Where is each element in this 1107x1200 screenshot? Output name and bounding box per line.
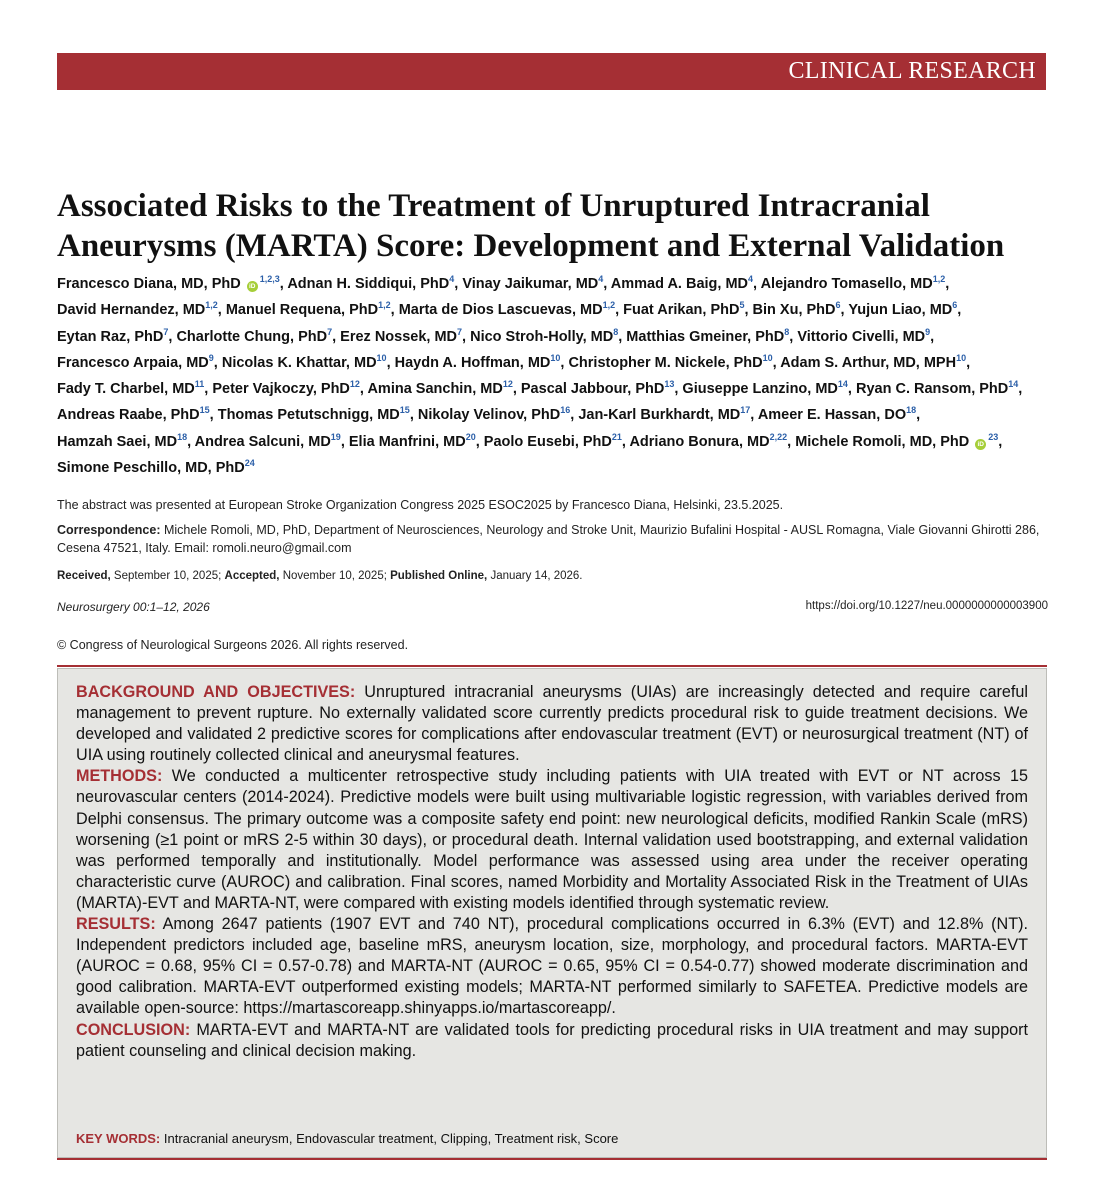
author: Erez Nossek, $MD^7$, xyxy=(340,326,467,345)
abstract-conclusion xyxy=(76,1020,1028,1062)
author-name: Marta de Dios Lascuevas, MD xyxy=(398,302,603,319)
affiliation-superscript: 18 xyxy=(906,405,917,416)
affiliation-superscript: 23 xyxy=(988,431,999,442)
author: Nikolay Velinov, PhD$^{16}$, xyxy=(417,405,575,424)
author: Matthias Gmeiner, PhD$^8$, xyxy=(626,326,794,345)
author-name: Bin Xu, PhD xyxy=(752,302,836,319)
author: Thomas Petutschnigg, MD$^{15}$, xyxy=(217,405,414,424)
author-name: Fuat Arikan, PhD xyxy=(623,302,740,319)
affiliation-superscript: 8 xyxy=(613,326,619,337)
conclusion-label: CONCLUSION: xyxy=(76,1020,191,1039)
abstract-background xyxy=(76,682,1028,766)
orcid-icon[interactable]: iD xyxy=(975,439,986,450)
affiliation-superscript: 1,2 xyxy=(602,300,616,311)
affiliation-superscript: 7 xyxy=(163,326,169,337)
correspondence-label: Correspondence: xyxy=(57,523,161,537)
author: Adriano Bonura, MD$^{2,22}$, xyxy=(629,431,792,450)
affiliation-superscript: 6 xyxy=(952,300,958,311)
affiliation-superscript: 7 xyxy=(457,326,463,337)
author-name: Christopher M. Nickele, PhD xyxy=(568,354,763,371)
accepted-label: Accepted, xyxy=(224,570,280,582)
author: Eytan Raz, PhD$^7$, xyxy=(57,326,173,345)
doi-link[interactable]: https://doi.org/10.1227/neu.0000000000003900 xyxy=(805,600,1048,612)
affiliation-superscript: 19 xyxy=(330,431,341,442)
affiliation-superscript: 21 xyxy=(611,431,622,442)
author: Francesco Diana, MD, PhD iD$^{1,2,3}$, xyxy=(57,274,284,292)
author-name: Simone Peschillo, MD, PhD xyxy=(57,460,245,477)
author: Elia Manfrini, MD$^{20}$, xyxy=(348,431,480,450)
affiliation-superscript: 14 xyxy=(837,379,848,390)
abstract-results xyxy=(76,914,1028,1019)
abstract xyxy=(76,682,1028,1062)
author: Pascal Jabbour, PhD$^{13}$, xyxy=(520,379,679,398)
affiliation-superscript: 2,22 xyxy=(769,431,788,442)
correspondence xyxy=(57,521,1042,557)
affiliation-superscript: 10 xyxy=(956,352,967,363)
author: Nicolas K. Khattar, MD$^{10}$, xyxy=(221,352,391,371)
affiliation-superscript: 12 xyxy=(502,379,513,390)
affiliation-superscript: 24 xyxy=(244,458,255,469)
results-text: Among 2647 patients (1907 EVT and 740 NT), procedural complications occurred in 6.3% (EVT) and 12.8% (NT). Independent predictors included age, baseline mRS, aneurysm location, size, morphology, and procedural factors. MARTA-EVT (AUROC = 0.68, 95% CI = 0.57-0.78) and MARTA-NT (AUROC = 0.65, 95% CI = 0.54-0.77) showed moderate discrimination and good calibration. MARTA-EVT outperformed existing models; MARTA-NT performed similarly to SAFETEA. Predictive models are available open-source: https://martascoreapp.shinyapps.io/martascoreapp/. xyxy=(76,915,1028,1018)
author-name: Nikolay Velinov, PhD xyxy=(417,407,561,424)
affiliation-superscript: 18 xyxy=(177,431,188,442)
author-name: Manuel Requena, PhD xyxy=(225,302,379,319)
methods-label: METHODS: xyxy=(76,767,163,786)
author-name: Thomas Petutschnigg, MD xyxy=(217,407,400,424)
author-name: Francesco Arpaia, MD xyxy=(57,354,209,371)
affiliation-superscript: 1,2 xyxy=(932,274,946,284)
author-name: Yujun Liao, MD xyxy=(848,302,953,319)
author-name: Peter Vajkoczy, PhD xyxy=(212,381,350,398)
author xyxy=(57,460,255,476)
author-name: Paolo Eusebi, PhD xyxy=(483,433,612,450)
author-name: Hamzah Saei, MD xyxy=(57,433,178,450)
affiliation-superscript: 20 xyxy=(465,431,476,442)
author: Francesco Arpaia, $MD^9$, xyxy=(57,352,218,371)
author-list xyxy=(57,271,1052,481)
article-title: Associated Risks to the Treatment of Unruptured Intracranial Aneurysms (MARTA) Score: Development and External Validation xyxy=(57,188,1005,264)
affiliation-superscript: 10 xyxy=(762,352,773,363)
affiliation-superscript: 10 xyxy=(376,352,387,363)
affiliation-superscript: 1,2 xyxy=(205,300,218,311)
affiliation-superscript: 4 xyxy=(598,274,604,284)
presentation-note: The abstract was presented at European Stroke Organization Congress 2025 ESOC2025 by Francesco Diana, Helsinki, 23.5.2025. xyxy=(57,498,784,512)
affiliation-superscript: 17 xyxy=(740,405,751,416)
author-name: Vinay Jaikumar, MD xyxy=(462,276,599,292)
author-name: Ryan C. Ransom, PhD xyxy=(855,381,1009,398)
conclusion-text: MARTA-EVT and MARTA-NT are validated tools for predicting procedural risks in UIA treatment and may support patient counseling and clinical decision making. xyxy=(76,1020,1029,1060)
author-name: Ameer E. Hassan, DO xyxy=(757,407,907,424)
author: Vittorio Civelli, $MD^9$, xyxy=(797,326,935,345)
author: Jan-Karl Burkhardt, MD$^{17}$, xyxy=(578,405,755,424)
affiliation-superscript: 9 xyxy=(208,352,214,363)
author: Vinay Jaikumar, $MD^4$, xyxy=(462,274,608,292)
author-name: Erez Nossek, MD xyxy=(340,328,458,345)
author-name: Andrea Salcuni, MD xyxy=(194,433,331,450)
journal-citation: Neurosurgery 00:1–12, 2026 xyxy=(57,600,210,614)
accepted-date: November 10, 2025; xyxy=(282,570,387,582)
author: Charlotte Chung, PhD$^7$, xyxy=(176,326,337,345)
author-name: Amina Sanchin, MD xyxy=(367,381,503,398)
methods-text: We conducted a multicenter retrospective study including patients with UIA treated with EVT or NT across 15 neurovascular centers (2014-2024). Predictive models were built using multivariable logistic regression, with variables derived from Delphi consensus. The primary outcome was a composite safety end point: new neurological deficits, modified Rankin Scale (mRS) worsening (≥1 point or mRS 2-5 within 30 days), or procedural death. Internal validation used bootstrapping, and external validation was performed temporally and institutionally. Model performance was assessed using area under the receiver operating characteristic curve (AUROC) and calibration. Final scores, named Morbidity and Mortality Associated Risk in the Treatment of UIAs (MARTA)-EVT and MARTA-NT, were compared with existing models identified through systematic review. xyxy=(76,767,1028,912)
affiliation-superscript: 5 xyxy=(739,300,745,311)
affiliation-superscript: 15 xyxy=(199,405,210,416)
author: Peter Vajkoczy, PhD$^{12}$, xyxy=(212,379,364,398)
author: Marta de Dios Lascuevas, MD$^{1,2}$, xyxy=(398,300,620,319)
author: Christopher M. Nickele, PhD$^{10}$, xyxy=(568,352,777,371)
affiliation-superscript: 4 xyxy=(748,274,754,284)
orcid-icon[interactable]: iD xyxy=(247,281,258,292)
article-dates xyxy=(57,567,1047,585)
author: David Hernandez, MD$^{1,2}$, xyxy=(57,300,222,319)
author-name: Adriano Bonura, MD xyxy=(629,433,770,450)
affiliation-superscript: 1,2,3 xyxy=(259,274,280,284)
author-name: Adam S. Arthur, MD, MPH xyxy=(780,354,957,371)
author: Adam S. Arthur, MD, MPH$^{10}$, xyxy=(780,352,971,371)
author-name: Eytan Raz, PhD xyxy=(57,328,164,345)
author: Andreas Raabe, PhD$^{15}$, xyxy=(57,405,214,424)
author: Paolo Eusebi, PhD$^{21}$, xyxy=(483,431,626,450)
author: Manuel Requena, PhD$^{1,2}$, xyxy=(225,300,395,319)
abstract-methods xyxy=(76,766,1028,914)
affiliation-superscript: 14 xyxy=(1008,379,1019,390)
author-name: Giuseppe Lanzino, MD xyxy=(682,381,838,398)
author-name: Elia Manfrini, MD xyxy=(348,433,466,450)
affiliation-superscript: 12 xyxy=(349,379,360,390)
author: Fuat Arikan, PhD$^5$, xyxy=(623,300,749,319)
copyright: © Congress of Neurological Surgeons 2026. All rights reserved. xyxy=(57,638,409,652)
author-name: Nico Stroh-Holly, MD xyxy=(470,328,614,345)
affiliation-superscript: 13 xyxy=(664,379,675,390)
author: Amina Sanchin, MD$^{12}$, xyxy=(367,379,517,398)
author: Ammad A. Baig, $MD^4$, xyxy=(610,274,758,292)
abstract-bottom-rule xyxy=(57,1158,1047,1160)
author-name: Michele Romoli, MD, PhD xyxy=(795,433,970,450)
background-label: BACKGROUND AND OBJECTIVES: xyxy=(76,683,356,701)
author-name: Adnan H. Siddiqui, PhD xyxy=(287,276,450,292)
section-label: CLINICAL RESEARCH xyxy=(788,58,1036,84)
author-name: Matthias Gmeiner, PhD xyxy=(626,328,785,345)
received-date: September 10, 2025; xyxy=(113,570,222,582)
author-name: Jan-Karl Burkhardt, MD xyxy=(578,407,741,424)
author-name: Vittorio Civelli, MD xyxy=(797,328,926,345)
author-name: Pascal Jabbour, PhD xyxy=(520,381,665,398)
correspondence-text: Michele Romoli, MD, PhD, Department of Neurosciences, Neurology and Stroke Unit, Maurizio Bufalini Hospital - AUSL Romagna, Viale Giovanni Ghirotti 286, Cesena 47521, Italy. Email: romoli.neuro@gmail.com xyxy=(57,523,1040,555)
affiliation-superscript: 1,2 xyxy=(378,300,391,311)
affiliation-superscript: 4 xyxy=(449,274,455,284)
author-name: Fady T. Charbel, MD xyxy=(57,381,195,398)
author-name: Haydn A. Hoffman, MD xyxy=(394,354,551,371)
author: Giuseppe Lanzino, MD$^{14}$, xyxy=(682,379,852,398)
keywords xyxy=(76,1131,618,1146)
results-label: RESULTS: xyxy=(76,915,156,934)
author: Ameer E. Hassan, DO$^{18}$, xyxy=(757,405,921,424)
author-name: Francesco Diana, MD, PhD xyxy=(57,276,241,292)
author: Yujun Liao, $MD^6$, xyxy=(848,300,962,319)
author-name: David Hernandez, MD xyxy=(57,302,206,319)
author-name: Ammad A. Baig, MD xyxy=(610,276,749,292)
affiliation-superscript: 8 xyxy=(784,326,790,337)
author-name: Andreas Raabe, PhD xyxy=(57,407,200,424)
keywords-text: Intracranial aneurysm, Endovascular treatment, Clipping, Treatment risk, Score xyxy=(163,1131,619,1146)
author: Bin Xu, PhD$^6$, xyxy=(752,300,845,319)
affiliation-superscript: 9 xyxy=(925,326,931,337)
received-label: Received, xyxy=(57,570,111,582)
affiliation-superscript: 15 xyxy=(399,405,410,416)
published-label: Published Online, xyxy=(390,570,488,582)
keywords-label: KEY WORDS: xyxy=(76,1131,161,1146)
author-name: Alejandro Tomasello, MD xyxy=(760,276,933,292)
affiliation-superscript: 11 xyxy=(194,379,205,390)
author: Alejandro Tomasello, MD$^{1,2}$, xyxy=(760,274,950,292)
author: Fady T. Charbel, MD$^{11}$, xyxy=(57,379,209,398)
author-name: Nicolas K. Khattar, MD xyxy=(221,354,377,371)
author: Michele Romoli, MD, PhD $iD^{23}$, xyxy=(795,431,1003,450)
author: Nico Stroh-Holly, $MD^8$, xyxy=(470,326,623,345)
section-banner xyxy=(57,53,1046,90)
author: Ryan C. Ransom, PhD$^{14}$, xyxy=(855,379,1023,398)
affiliation-superscript: 7 xyxy=(327,326,333,337)
published-date: January 14, 2026. xyxy=(490,570,583,582)
affiliation-superscript: 6 xyxy=(835,300,841,311)
background-text: Unruptured intracranial aneurysms (UIAs) are increasingly detected and require careful management to prevent rupture. No externally validated score currently predicts procedural risk to guide treatment decisions. We developed and validated 2 predictive scores for complications after endovascular treatment (EVT) or neurosurgical treatment (NT) of UIA using routinely collected clinical and aneurysmal features. xyxy=(76,683,1028,765)
author: Hamzah Saei, MD$^{18}$, xyxy=(57,431,192,450)
author: Adnan H. Siddiqui, PhD$^4$, xyxy=(287,274,459,292)
affiliation-superscript: 16 xyxy=(560,405,571,416)
author: Haydn A. Hoffman, MD$^{10}$, xyxy=(394,352,565,371)
abstract-top-rule xyxy=(57,665,1047,667)
author-name: Charlotte Chung, PhD xyxy=(176,328,328,345)
author: Andrea Salcuni, MD$^{19}$, xyxy=(194,431,345,450)
affiliation-superscript: 10 xyxy=(550,352,561,363)
